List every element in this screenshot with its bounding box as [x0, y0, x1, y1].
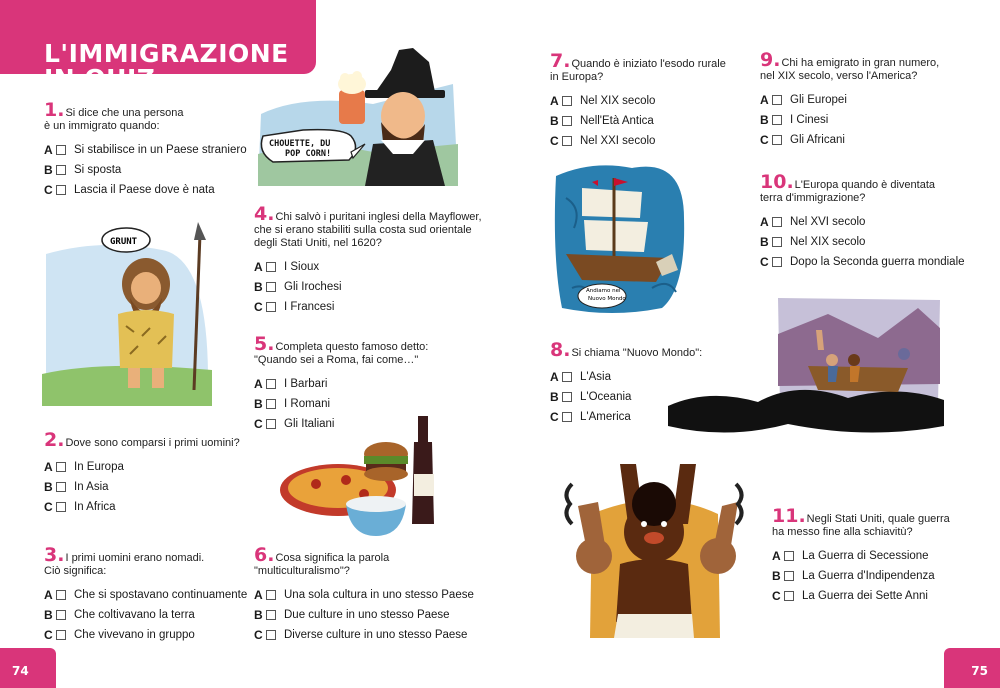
question-number: 2. [44, 429, 65, 451]
option-letter: B [772, 569, 781, 583]
page-number-left: 74 [12, 664, 29, 678]
question-number: 3. [44, 544, 65, 566]
checkbox[interactable] [56, 165, 66, 175]
option-text: I Barbari [284, 378, 328, 390]
option-letter: B [550, 114, 559, 128]
question-text: che si erano stabiliti sulla costa sud orientale [254, 224, 472, 236]
option-text: Gli Irochesi [284, 281, 342, 293]
question-number: 1. [44, 99, 65, 121]
checkbox[interactable] [562, 412, 572, 422]
answer-option[interactable] [760, 232, 965, 252]
checkbox[interactable] [56, 482, 66, 492]
question-text: terra d'immigrazione? [760, 192, 866, 204]
option-letter: C [254, 417, 263, 431]
question-text: "multiculturalismo"? [254, 565, 350, 577]
checkbox[interactable] [56, 630, 66, 640]
option-text: Diverse culture in uno stesso Paese [284, 629, 468, 641]
option-text: La Guerra d'Indipendenza [802, 570, 935, 582]
question-text: Dove sono comparsi i primi uomini? [65, 437, 240, 449]
checkbox[interactable] [772, 217, 782, 227]
question-text: Chi salvò i puritani inglesi della Mayflower, [275, 211, 482, 223]
answer-option[interactable] [44, 457, 240, 477]
enslaved-people-illustration [548, 454, 758, 638]
option-letter: A [760, 93, 769, 107]
option-text: Due culture in uno stesso Paese [284, 609, 450, 621]
answer-option[interactable] [550, 407, 702, 427]
checkbox[interactable] [266, 610, 276, 620]
checkbox[interactable] [56, 590, 66, 600]
option-letter: B [550, 390, 559, 404]
option-text: Nell'Età Antica [580, 115, 654, 127]
question-7 [550, 50, 726, 151]
option-letter: B [254, 280, 263, 294]
svg-text:CHOUETTE, DU: CHOUETTE, DU [269, 139, 331, 149]
checkbox[interactable] [56, 185, 66, 195]
checkbox[interactable] [266, 590, 276, 600]
question-text: Cosa significa la parola [275, 552, 390, 564]
option-letter: A [44, 143, 53, 157]
option-text: L'America [580, 411, 631, 423]
option-letter: C [772, 589, 781, 603]
option-text: In Africa [74, 501, 116, 513]
option-text: Si stabilisce in un Paese straniero [74, 144, 247, 156]
option-text: I Cinesi [790, 114, 829, 126]
question-4 [254, 203, 482, 317]
option-letter: A [254, 377, 263, 391]
checkbox[interactable] [266, 282, 276, 292]
answer-option[interactable] [44, 497, 240, 517]
option-letter: A [254, 588, 263, 602]
checkbox[interactable] [266, 379, 276, 389]
answer-option[interactable] [760, 90, 939, 110]
page-number-right: 75 [971, 664, 988, 678]
option-text: Si sposta [74, 164, 122, 176]
checkbox[interactable] [562, 372, 572, 382]
question-text: "Quando sei a Roma, fai come…" [254, 354, 419, 366]
question-1 [44, 99, 247, 200]
svg-text:GRUNT: GRUNT [110, 237, 138, 247]
question-number: 7. [550, 50, 571, 72]
question-text: L'Europa quando è diventata [794, 179, 935, 191]
question-text: nel XIX secolo, verso l'America? [760, 70, 918, 82]
svg-text:Andiamo nel: Andiamo nel [586, 288, 621, 294]
option-text: In Asia [74, 481, 109, 493]
question-text: Si dice che una persona [65, 107, 184, 119]
answer-option[interactable] [254, 625, 474, 645]
question-text: Quando è iniziato l'esodo rurale [571, 58, 726, 70]
puritan-illustration [253, 44, 465, 186]
answer-option[interactable] [760, 130, 939, 150]
question-6 [254, 544, 474, 645]
question-number: 6. [254, 544, 275, 566]
migrant-boat-illustration [668, 294, 944, 440]
answer-option[interactable] [44, 140, 247, 160]
option-letter: C [254, 628, 263, 642]
option-text: Una sola cultura in uno stesso Paese [284, 589, 474, 601]
checkbox[interactable] [562, 136, 572, 146]
checkbox[interactable] [772, 115, 782, 125]
answer-option[interactable] [44, 180, 247, 200]
answer-option[interactable] [550, 111, 726, 131]
answer-option[interactable] [760, 110, 939, 130]
option-letter: C [44, 628, 53, 642]
checkbox[interactable] [56, 145, 66, 155]
option-text: Nel XXI secolo [580, 135, 656, 147]
option-text: Gli Africani [790, 134, 845, 146]
checkbox[interactable] [784, 571, 794, 581]
option-letter: B [44, 163, 53, 177]
checkbox[interactable] [266, 262, 276, 272]
option-letter: B [254, 397, 263, 411]
option-text: Che si spostavano continuamente [74, 589, 248, 601]
question-5 [254, 333, 429, 434]
question-number: 9. [760, 49, 781, 71]
question-text: ha messo fine alla schiavitù? [772, 526, 913, 538]
option-letter: A [44, 460, 53, 474]
svg-text:POP CORN!: POP CORN! [285, 149, 332, 159]
option-text: Dopo la Seconda guerra mondiale [790, 256, 965, 268]
option-text: I Sioux [284, 261, 320, 273]
question-text: Completa questo famoso detto: [275, 341, 429, 353]
svg-text:Nuovo Mondo: Nuovo Mondo [588, 296, 626, 302]
option-letter: C [550, 410, 559, 424]
answer-option[interactable] [550, 367, 702, 387]
question-3 [44, 544, 248, 645]
option-text: In Europa [74, 461, 124, 473]
question-text: è un immigrato quando: [44, 120, 160, 132]
checkbox[interactable] [562, 392, 572, 402]
option-letter: C [760, 133, 769, 147]
checkbox[interactable] [784, 551, 794, 561]
answer-option[interactable] [44, 477, 240, 497]
checkbox[interactable] [562, 116, 572, 126]
question-11 [772, 505, 950, 606]
question-number: 10. [760, 171, 794, 193]
option-letter: B [760, 113, 769, 127]
answer-option[interactable] [550, 91, 726, 111]
checkbox[interactable] [266, 419, 276, 429]
question-text: I primi uomini erano nomadi. [65, 552, 205, 564]
option-letter: C [550, 134, 559, 148]
question-8 [550, 339, 703, 427]
option-text: Che coltivavano la terra [74, 609, 195, 621]
option-text: Gli Italiani [284, 418, 335, 430]
option-text: Nel XVI secolo [790, 216, 866, 228]
option-text: L'Asia [580, 371, 611, 383]
checkbox[interactable] [56, 462, 66, 472]
answer-option[interactable] [254, 394, 428, 414]
question-10 [760, 171, 965, 272]
checkbox[interactable] [266, 630, 276, 640]
question-9 [760, 49, 940, 150]
answer-option[interactable] [254, 277, 482, 297]
question-number: 8. [550, 339, 571, 361]
option-letter: A [550, 370, 559, 384]
option-text: Gli Europei [790, 94, 847, 106]
question-number: 4. [254, 203, 275, 225]
option-letter: C [44, 500, 53, 514]
page-title: L'IMMIGRAZIONE IN QUIZ [44, 39, 289, 93]
question-text: Ciò significa: [44, 565, 107, 577]
option-text: La Guerra di Secessione [802, 550, 929, 562]
option-letter: B [44, 480, 53, 494]
checkbox[interactable] [772, 237, 782, 247]
answer-option[interactable] [254, 297, 482, 317]
answer-option[interactable] [44, 585, 247, 605]
question-text: degli Stati Uniti, nel 1620? [254, 237, 382, 249]
question-text: Chi ha emigrato in gran numero, [781, 57, 940, 69]
question-number: 5. [254, 333, 275, 355]
checkbox[interactable] [266, 399, 276, 409]
answer-option[interactable] [760, 212, 965, 232]
checkbox[interactable] [784, 591, 794, 601]
answer-option[interactable] [254, 374, 428, 394]
option-letter: A [760, 215, 769, 229]
option-text: Nel XIX secolo [790, 236, 866, 248]
caveman-illustration [42, 214, 212, 406]
answer-option[interactable] [772, 586, 950, 606]
question-text: in Europa? [550, 71, 604, 83]
answer-option[interactable] [254, 605, 474, 625]
option-letter: A [772, 549, 781, 563]
option-letter: B [44, 608, 53, 622]
checkbox[interactable] [56, 610, 66, 620]
checkbox[interactable] [772, 95, 782, 105]
option-letter: C [760, 255, 769, 269]
answer-option[interactable] [44, 625, 247, 645]
option-text: I Romani [284, 398, 331, 410]
answer-option[interactable] [772, 566, 950, 586]
checkbox[interactable] [266, 302, 276, 312]
option-text: La Guerra dei Sette Anni [802, 590, 928, 602]
checkbox[interactable] [56, 502, 66, 512]
option-text: I Francesi [284, 301, 335, 313]
option-text: Che vivevano in gruppo [74, 629, 195, 641]
question-text: Negli Stati Uniti, quale guerra [806, 513, 950, 525]
option-letter: B [760, 235, 769, 249]
option-text: L'Oceania [580, 391, 632, 403]
answer-option[interactable] [254, 585, 474, 605]
answer-option[interactable] [44, 160, 247, 180]
question-number: 11. [772, 505, 806, 527]
answer-option[interactable] [772, 546, 950, 566]
answer-option[interactable] [760, 252, 965, 272]
option-letter: A [550, 94, 559, 108]
answer-option[interactable] [254, 414, 428, 434]
option-letter: C [254, 300, 263, 314]
option-letter: C [44, 183, 53, 197]
option-text: Lascia il Paese dove è nata [74, 184, 215, 196]
answer-option[interactable] [254, 257, 482, 277]
question-text: Si chiama "Nuovo Mondo": [571, 347, 703, 359]
option-letter: A [254, 260, 263, 274]
answer-option[interactable] [550, 131, 726, 151]
option-letter: B [254, 608, 263, 622]
question-2 [44, 429, 240, 517]
answer-option[interactable] [44, 605, 247, 625]
option-letter: A [44, 588, 53, 602]
checkbox[interactable] [772, 257, 782, 267]
answer-option[interactable] [550, 387, 702, 407]
checkbox[interactable] [562, 96, 572, 106]
checkbox[interactable] [772, 135, 782, 145]
option-text: Nel XIX secolo [580, 95, 656, 107]
